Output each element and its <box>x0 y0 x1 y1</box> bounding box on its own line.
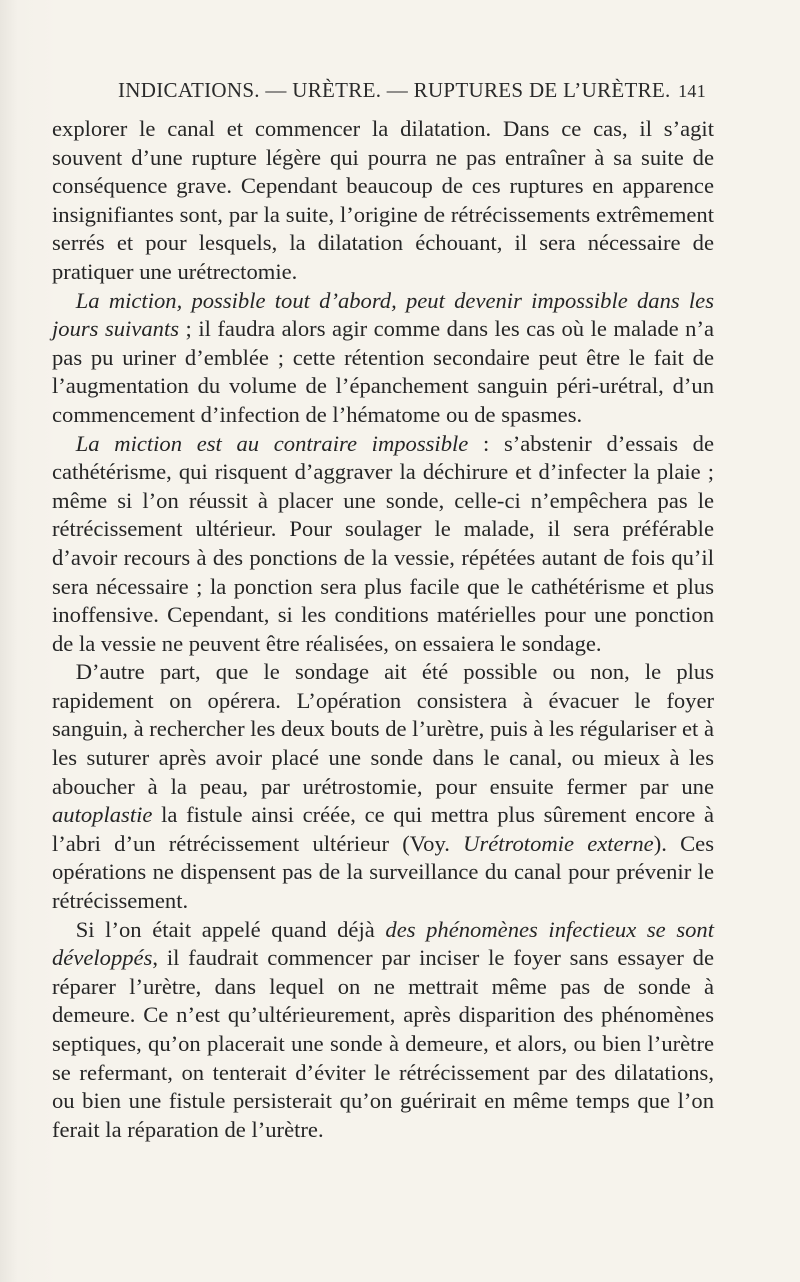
paragraph-text: ; il faudra alors agir comme dans les cas où le malade n’a pas pu uriner d’emblée ; cette rétention secondaire peut être le fait de l’augmentation du volume de l’épanchement sanguin péri-urétral, d’un commencement d’infection de l’hématome ou de spasmes. <box>52 316 714 427</box>
paragraph-4 <box>52 658 714 915</box>
paragraph-1 <box>52 115 714 287</box>
italic-lead: La miction est au contraire impossible <box>75 430 469 456</box>
body-text <box>52 115 714 1144</box>
italic-reference: Urétrotomie externe <box>463 830 654 856</box>
italic-term: des phénomènes infectieux se sont développés <box>52 916 714 971</box>
paragraph-3 <box>52 430 714 659</box>
italic-lead: La miction, possible tout d’abord, peut devenir impossible dans les jours suivants <box>52 287 714 342</box>
paragraph-text: , il faudrait commencer par inciser le foyer sans essayer de réparer l’urètre, dans lequel on ne mettrait même pas de sonde à demeure. Ce n’est qu’ultérieurement, après disparition des phénomènes septiques, qu’on placerait une sonde à demeure, et alors, ou bien l’urètre se refermant, on tenterait d’éviter le rétrécissement par des dilatations, ou bien une fistule persisterait qu’on guérirait en même temps que l’on ferait la réparation de l’urètre. <box>52 945 714 1142</box>
paragraph-text: : s’abstenir d’essais de cathétérisme, qui risquent d’aggraver la déchirure et d’infecter la plaie ; même si l’on réussit à placer une sonde, celle-ci n’empêchera pas le rétrécissement ultérieur. Pour soulager le malade, il sera préférable d’avoir recours à des ponctions de la vessie, répétées autant de fois qu’il sera nécessaire ; la ponction sera plus facile que le cathétérisme et plus inoffensive. Cependant, si les conditions matérielles pour une ponction de la vessie ne peuvent être réalisées, on essaiera le sondage. <box>52 430 714 656</box>
italic-term: autoplastie <box>52 802 153 828</box>
running-header <box>118 78 706 108</box>
paragraph-text: D’autre part, que le sondage ait été possible ou non, le plus rapidement on opérera. L’opération consistera à évacuer le foyer sanguin, à rechercher les deux bouts de l’urètre, puis à les régulariser et à les suturer après avoir placé une sonde dans le canal, ou mieux à les aboucher à la peau, par urétrostomie, pour ensuite fermer par une <box>52 659 714 799</box>
paragraph-5 <box>52 916 714 1145</box>
paragraph-text: Si l’on était appelé quand déjà <box>75 916 386 942</box>
paragraph-text: explorer le canal et commencer la dilatation. Dans ce cas, il s’agit souvent d’une rupture légère qui pourra ne pas entraîner à sa suite de conséquence grave. Cependant beaucoup de ces ruptures en apparence insignifiantes sont, par la suite, l’origine de rétrécissements extrêmement serrés et pour lesquels, la dilatation échouant, il sera nécessaire de pratiquer une urétrectomie. <box>52 116 714 284</box>
header-title: INDICATIONS. — URÈTRE. — RUPTURES DE L’URÈTRE. <box>118 78 671 102</box>
paragraph-2 <box>52 287 714 430</box>
paragraph-text: la fistule ainsi créée, ce qui mettra plus sûrement encore à l’abri d’un rétrécissement ultérieur (Voy. <box>52 802 714 856</box>
paragraph-text: ). Ces opérations ne dispensent pas de la surveillance du canal pour prévenir le rétrécissement. <box>52 830 714 914</box>
page-number: 141 <box>678 81 706 101</box>
